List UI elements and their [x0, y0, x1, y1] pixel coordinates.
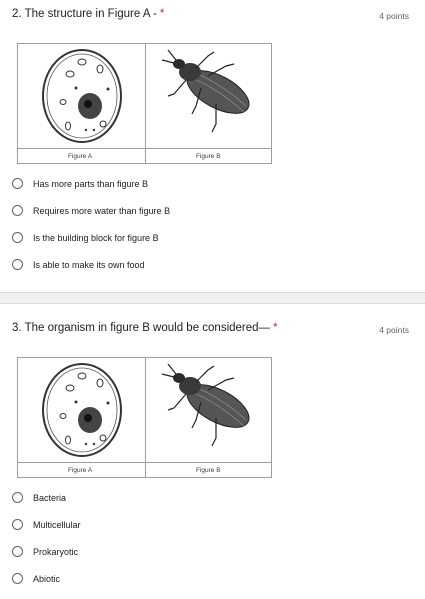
radio-button[interactable]	[12, 259, 23, 270]
option-4[interactable]	[12, 251, 170, 278]
option-label: Bacteria	[33, 492, 67, 503]
option-1[interactable]	[12, 170, 170, 197]
option-4[interactable]	[12, 565, 81, 592]
radio-button[interactable]	[12, 205, 23, 216]
question-card-3	[0, 304, 425, 599]
options-list	[12, 484, 81, 592]
figure-b-label: Figure B	[196, 467, 221, 474]
option-label: Multicellular	[33, 519, 81, 530]
option-2[interactable]	[12, 197, 170, 224]
figure-a-label: Figure A	[68, 467, 93, 474]
figure-b-label: Figure B	[196, 153, 221, 160]
radio-button[interactable]	[12, 519, 23, 530]
question-title-text: 3. The organism in figure B would be considered—	[12, 322, 271, 334]
option-2[interactable]	[12, 511, 81, 538]
figure-a-label: Figure A	[68, 153, 93, 160]
beetle-icon	[146, 44, 272, 150]
question-image	[17, 43, 272, 164]
radio-button[interactable]	[12, 492, 23, 503]
figure-caption-line	[18, 462, 271, 463]
radio-button[interactable]	[12, 573, 23, 584]
figure-divider	[145, 44, 146, 163]
option-1[interactable]	[12, 484, 81, 511]
card-separator	[0, 292, 425, 304]
radio-button[interactable]	[12, 232, 23, 243]
option-label: Prokaryotic	[33, 546, 79, 557]
option-label: Requires more water than figure B	[33, 205, 171, 216]
option-label: Abiotic	[33, 573, 61, 584]
question-image	[17, 357, 272, 478]
cell-diagram-icon	[18, 358, 145, 464]
figure-caption-line	[18, 148, 271, 149]
points-label: 4 points	[379, 11, 409, 21]
option-3[interactable]	[12, 538, 81, 565]
option-3[interactable]	[12, 224, 170, 251]
points-label: 4 points	[379, 325, 409, 335]
figure-divider	[145, 358, 146, 477]
required-asterisk: *	[159, 8, 165, 20]
beetle-icon	[146, 358, 272, 464]
option-label: Is the building block for figure B	[33, 232, 159, 243]
question-title	[12, 8, 164, 20]
radio-button[interactable]	[12, 178, 23, 189]
cell-diagram-icon	[18, 44, 145, 150]
question-card-2	[0, 0, 425, 292]
options-list	[12, 170, 170, 278]
question-title-text: 2. The structure in Figure A -	[12, 8, 157, 20]
question-title	[12, 322, 278, 334]
radio-button[interactable]	[12, 546, 23, 557]
option-label: Has more parts than figure B	[33, 178, 149, 189]
required-asterisk: *	[273, 322, 278, 334]
option-label: Is able to make its own food	[33, 259, 145, 270]
